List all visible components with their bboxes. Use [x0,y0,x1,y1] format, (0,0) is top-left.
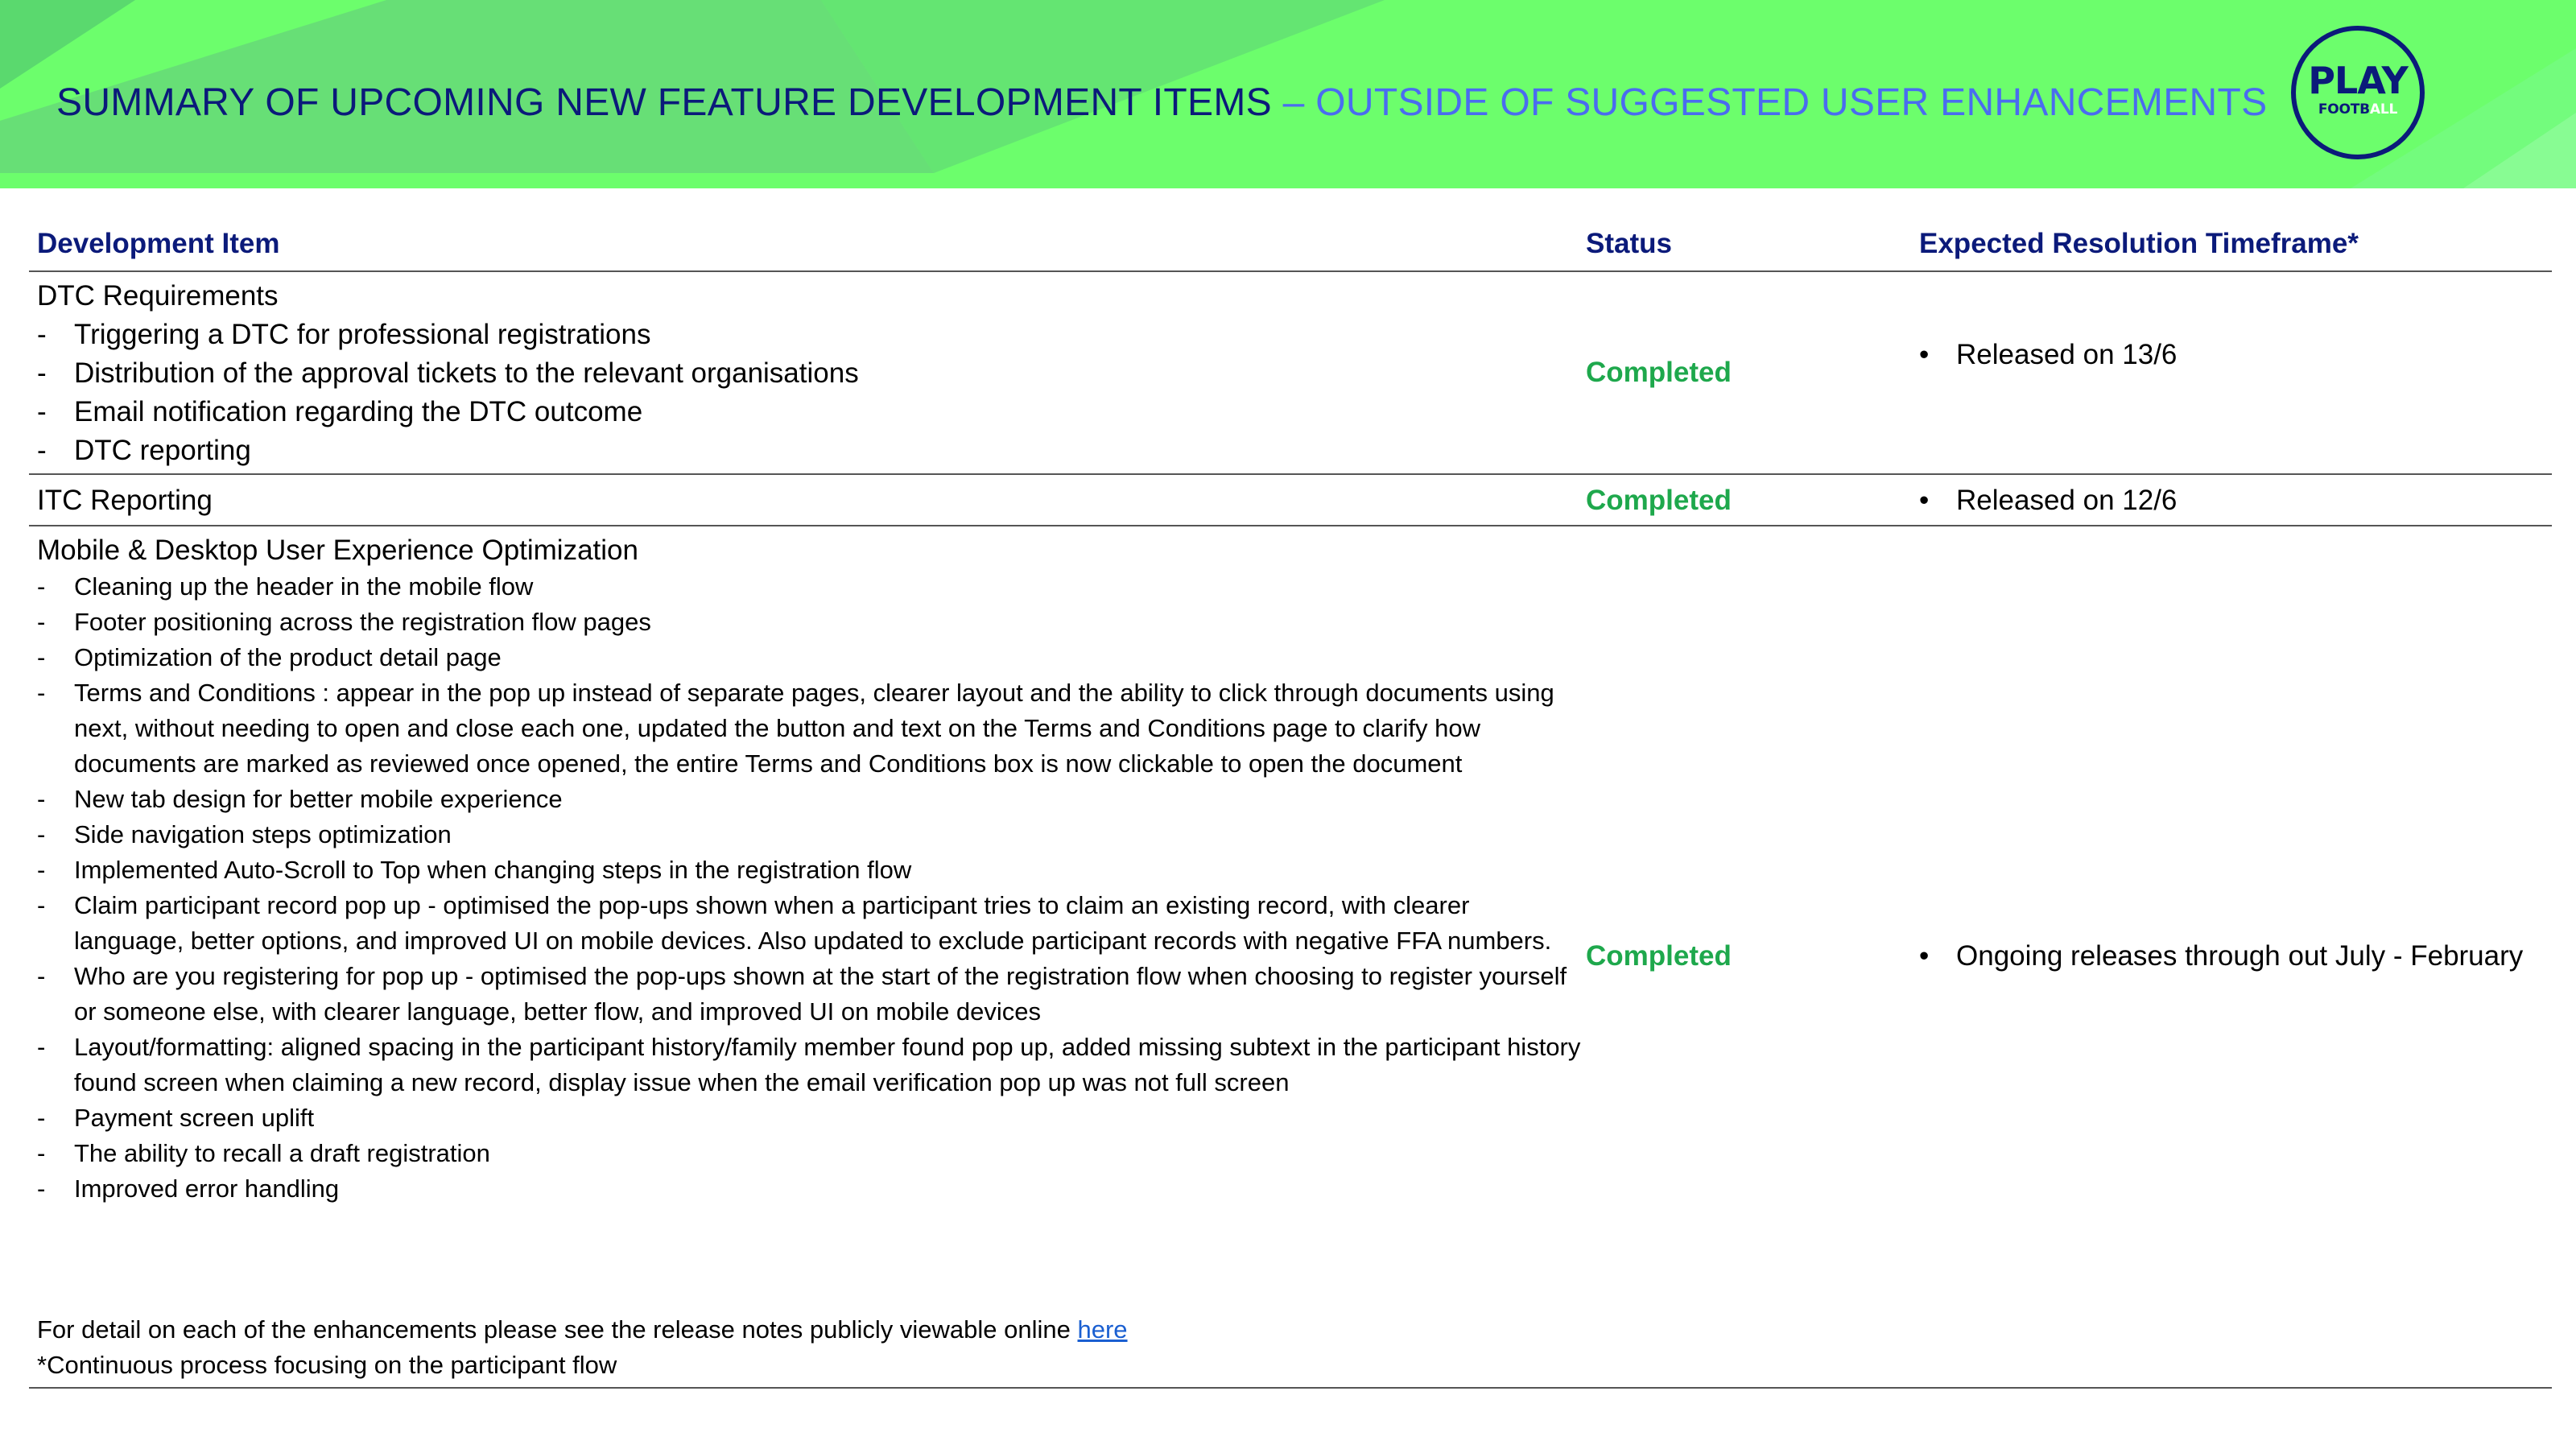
header-divider [29,270,2552,272]
list-item: - Terms and Conditions : appear in the pop up instead of separate pages, clearer layout and the ability to click through documents using next, without needing to open and close each one, updated the button and text on the Terms and Conditions page to clarify how documents are marked as reviewed once opened, the entire Terms and Conditions box is now clickable to open the document [37,679,1554,778]
row-ux-title: Mobile & Desktop User Experience Optimization [37,535,638,566]
list-item: - Distribution of the approval tickets to the relevant organisations [37,357,859,389]
list-item: - DTC reporting [37,435,251,466]
row-divider [29,473,2552,475]
page-title-subtitle: – OUTSIDE OF SUGGESTED USER ENHANCEMENTS [1271,81,2268,124]
row-ux-timeframe: • Ongoing releases through out July - February [1919,940,2524,972]
row-dtc-title: DTC Requirements [37,280,279,312]
row-itc-status: Completed [1586,485,1732,516]
list-item: - Who are you registering for pop up - optimised the pop-ups shown at the start of the registration flow when choosing to register yourself or someone else, with clearer language, better flow, and improved UI on mobile devices [37,962,1567,1026]
row-itc-timeframe: • Released on 12/6 [1919,485,2178,516]
list-item: - Footer positioning across the registration flow pages [37,608,651,636]
row-ux-status: Completed [1586,940,1732,972]
list-item: - Side navigation steps optimization [37,820,452,848]
page-title [56,77,2267,129]
row-dtc-status: Completed [1586,357,1732,388]
row-ux-subitems [37,569,1583,1207]
column-header-status: Status [1586,228,1672,259]
list-item: - Layout/formatting: aligned spacing in the participant history/family member found pop up, added missing subtext in the participant history found screen when claiming a new record, display issue when the email verification pop up was not full screen [37,1033,1581,1096]
list-item: - Optimization of the product detail page [37,643,502,671]
logo-football-text: FOOTBALL [2318,101,2398,118]
list-item: - Email notification regarding the DTC outcome [37,396,643,427]
page-title-main: SUMMARY OF UPCOMING NEW FEATURE DEVELOPMENT ITEMS [56,81,1272,124]
column-header-development-item: Development Item [37,228,280,259]
list-item: - Payment screen uplift [37,1104,315,1132]
row-divider [29,525,2552,526]
list-item: - Improved error handling [37,1174,340,1203]
row-dtc-subitems [37,316,859,470]
list-item: - The ability to recall a draft registration [37,1139,490,1167]
list-item: - Implemented Auto-Scroll to Top when changing steps in the registration flow [37,856,912,884]
release-notes-link[interactable]: here [1077,1315,1128,1344]
column-header-timeframe: Expected Resolution Timeframe* [1919,228,2359,259]
table-bottom-divider [29,1387,2552,1389]
release-notes-note: For detail on each of the enhancements please see the release notes publicly viewable online here [37,1315,1128,1344]
play-football-logo [2291,26,2425,159]
footnote: *Continuous process focusing on the participant flow [37,1351,617,1379]
logo-play-text: PLAY [2308,59,2408,102]
row-itc-title: ITC Reporting [37,485,213,516]
list-item: - Triggering a DTC for professional registrations [37,319,651,350]
row-dtc-timeframe: • Released on 13/6 [1919,339,2178,370]
list-item: - Cleaning up the header in the mobile flow [37,572,534,601]
list-item: - Claim participant record pop up - optimised the pop-ups shown when a participant tries to claim an existing record, with clearer language, better options, and improved UI on mobile devices. Also updated to exclude participant records with negative FFA numbers. [37,891,1552,955]
list-item: - New tab design for better mobile experience [37,785,563,813]
header-banner [0,0,2576,188]
